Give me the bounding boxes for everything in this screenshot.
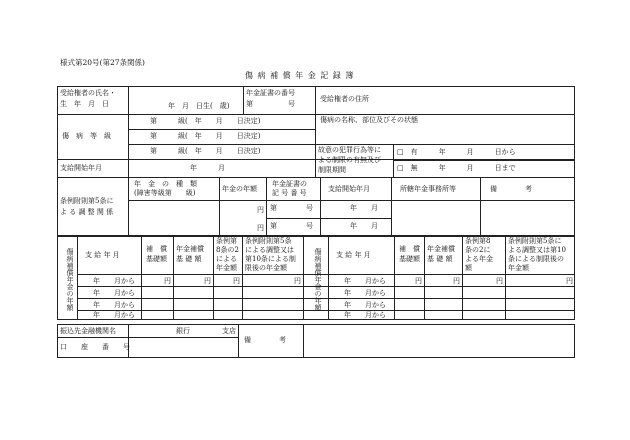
col-pension-header-right-2: 基 礎 額 — [427, 255, 453, 263]
ledger-row-from-left-4[interactable]: 年 月から — [93, 311, 135, 319]
page-title: 傷 病 補 償 年 金 記 録 簿 — [245, 71, 355, 80]
col-pension-header-left-2: 基 礎 額 — [176, 255, 202, 263]
col-art8-header-right-4: 額 — [465, 264, 472, 272]
col-adj-header-right-4: 年金額 — [508, 264, 529, 272]
col-art8-header-left-2: 8条の2 — [216, 246, 239, 254]
cert-no-prefix-1: 第 — [270, 204, 277, 212]
ledger-row-from-left-2[interactable]: 年 月から — [93, 289, 135, 297]
col-month-header-right: 支 給 年 月 — [336, 251, 371, 259]
restriction-option-yes[interactable]: □ 有 年 月 日から — [397, 148, 516, 156]
ledger-row-from-right-4[interactable]: 年 月から — [344, 311, 386, 319]
injury-grade-label: 傷 病 等 級 — [62, 132, 111, 140]
ledger-side-label-left: 傷病補償年金の年額 — [66, 247, 74, 311]
adjustment-label-2: よ る 調 整 関 係 — [60, 208, 114, 216]
col-pension-header-right-1: 年金補償 — [427, 245, 455, 253]
form-number: 様式第20号(第27条関係) — [60, 58, 145, 67]
bank-suffix: 銀行 — [176, 327, 190, 335]
col-adj-header-left-2: による調整又は — [245, 246, 294, 254]
restriction-label-3: 制限期間 — [318, 166, 346, 174]
ledger-yen-left-pension: 円 — [204, 277, 211, 285]
ledger-yen-right-adj: 円 — [566, 277, 573, 285]
col-month-header-left: 支 給 年 月 — [85, 251, 120, 259]
pension-type-header-2: (障害等級第 級) — [134, 189, 196, 197]
adjustment-label-1: 条例附則第5条に — [60, 197, 114, 205]
branch-suffix: 支店 — [222, 327, 236, 335]
birth-date-field[interactable]: 年 月 日生( 歳) — [168, 102, 230, 110]
ledger-row-from-right-2[interactable]: 年 月から — [344, 289, 386, 297]
pension-type-header-1: 年 金 の 種 類 — [134, 180, 197, 188]
ledger-yen-left-art8: 円 — [233, 277, 240, 285]
col-art8-header-left-4: 年金額 — [216, 264, 237, 272]
annual-amount-yen-2: 円 — [257, 224, 264, 232]
ledger-yen-right-art8: 円 — [496, 277, 503, 285]
col-base-header-left-2: 基礎額 — [146, 255, 167, 263]
recipient-name-label: 受給権者の氏名・ — [60, 89, 116, 97]
col-art8-header-right-2: 条の2に — [465, 246, 491, 254]
col-art8-header-left-3: による — [216, 255, 237, 263]
certificate-number-label: 年金証書の番号 — [246, 89, 295, 97]
payment-start-value[interactable]: 年 月 — [190, 164, 225, 172]
restriction-label-1: 故意の犯罪行為等に — [318, 146, 381, 154]
cert-no-header-1: 年金証書の — [272, 180, 307, 188]
office-header: 所轄年金事務所等 — [400, 185, 456, 193]
injury-name-label: 傷病の名称、部位及びその状態 — [320, 116, 418, 124]
col-adj-header-right-3: 条による制限後の — [508, 255, 564, 263]
col-adj-header-left-4: 限後の年金額 — [245, 264, 287, 272]
col-base-header-right-1: 補 償 — [399, 245, 420, 253]
col-adj-header-right-2: よる調整又は第10 — [508, 246, 566, 254]
cert-no-header-2: 記 号 番 号 — [272, 189, 307, 197]
cert-no-suffix-2: 号 — [306, 222, 313, 230]
form-frame-bank — [57, 324, 575, 358]
ledger-row-from-left-1[interactable]: 年 月から — [93, 277, 135, 285]
form-frame-upper — [57, 86, 575, 236]
annual-amount-header: 年金の年額 — [222, 185, 257, 193]
recipient-address-label: 受給権者の住所 — [320, 95, 369, 103]
recipient-birth-label: 生 年 月 日 — [60, 100, 109, 108]
payment-start-label: 支給開始年月 — [60, 164, 102, 172]
start-month-header: 支給開始年月 — [328, 185, 370, 193]
injury-grade-row-1[interactable]: 第 級( 年 月 日決定) — [150, 117, 261, 125]
ledger-row-from-left-3[interactable]: 年 月から — [93, 301, 135, 309]
cert-no-suffix-1: 号 — [306, 204, 313, 212]
start-month-value-2[interactable]: 年 月 — [350, 222, 378, 230]
col-adj-header-left-1: 条例附則第5条 — [245, 237, 292, 245]
start-month-value-1[interactable]: 年 月 — [350, 204, 378, 212]
col-art8-header-left-1: 条例第 — [216, 237, 237, 245]
bank-remarks-label: 備 考 — [244, 336, 286, 344]
col-art8-header-right-1: 条例第8 — [465, 237, 491, 245]
ledger-yen-left-adj: 円 — [294, 277, 301, 285]
account-number-label: 口 座 番 号 — [60, 343, 130, 351]
col-base-header-left-1: 補 償 — [146, 245, 167, 253]
ledger-row-from-right-1[interactable]: 年 月から — [344, 277, 386, 285]
col-art8-header-right-3: よる年金 — [465, 255, 493, 263]
restriction-label-2: よる制限の有無及び — [318, 156, 381, 164]
certificate-number-field[interactable]: 第 号 — [246, 100, 295, 108]
restriction-option-no[interactable]: □ 無 年 月 日まで — [397, 164, 516, 172]
cert-no-prefix-2: 第 — [270, 222, 277, 230]
ledger-yen-right-pension: 円 — [453, 277, 460, 285]
ledger-yen-left-base: 円 — [164, 277, 171, 285]
ledger-yen-right-base: 円 — [415, 277, 422, 285]
remarks-header: 備 考 — [490, 185, 532, 193]
annual-amount-yen-1: 円 — [257, 206, 264, 214]
bank-name-label: 振込先金融機関名 — [60, 327, 116, 335]
injury-grade-row-2[interactable]: 第 級( 年 月 日決定) — [150, 132, 261, 140]
ledger-side-label-right: 傷病補償年金の年額 — [314, 247, 322, 311]
col-base-header-right-2: 基礎額 — [399, 255, 420, 263]
col-pension-header-left-1: 年金補償 — [176, 245, 204, 253]
ledger-row-from-right-3[interactable]: 年 月から — [344, 301, 386, 309]
col-adj-header-left-3: 第10条による制 — [245, 255, 296, 263]
injury-grade-row-3[interactable]: 第 級( 年 月 日決定) — [150, 147, 261, 155]
col-adj-header-right-1: 条例附則第5条に — [508, 237, 562, 245]
